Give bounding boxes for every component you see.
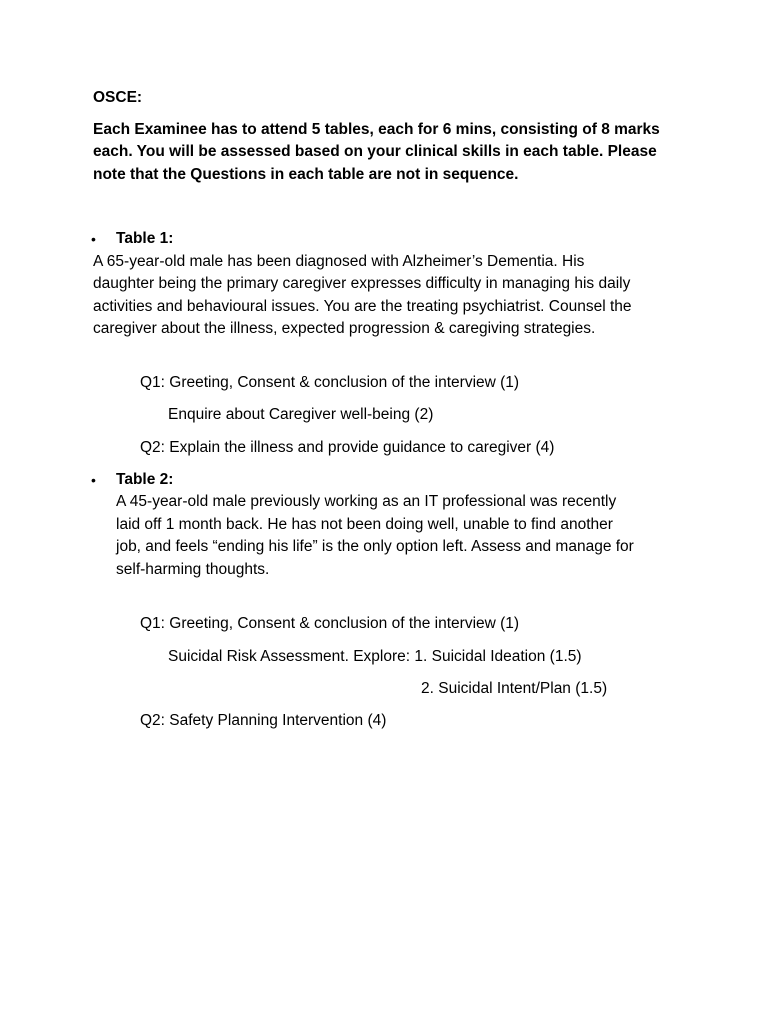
table-1-scenario-line: daughter being the primary caregiver expresses difficulty in managing his daily [93, 275, 631, 292]
table-1-scenario-line: activities and behavioural issues. You are the treating psychiatrist. Counsel the [93, 298, 632, 315]
bullet-icon: • [91, 472, 96, 488]
table-1-scenario-line: caregiver about the illness, expected progression & caregiving strategies. [93, 320, 596, 337]
table-2-question-2: Q2: Safety Planning Intervention (4) [140, 712, 387, 729]
table-1-question-1: Q1: Greeting, Consent & conclusion of the interview (1) [140, 374, 520, 391]
table-2-scenario-line: laid off 1 month back. He has not been doing well, unable to find another [116, 516, 613, 533]
heading: OSCE: [93, 89, 143, 106]
table-2-question-1: Q1: Greeting, Consent & conclusion of the interview (1) [140, 615, 520, 632]
table-2-question-1-sub-2: 2. Suicidal Intent/Plan (1.5) [421, 680, 608, 697]
table-1-question-1-sub: Enquire about Caregiver well-being (2) [168, 406, 434, 423]
table-2-title: Table 2: [116, 471, 174, 488]
bullet-icon: • [91, 231, 96, 247]
table-1-scenario-line: A 65-year-old male has been diagnosed with Alzheimer’s Dementia. His [93, 253, 585, 270]
intro-line: note that the Questions in each table are not in sequence. [93, 166, 519, 183]
table-2-scenario-line: self-harming thoughts. [116, 561, 270, 578]
table-2-scenario-line: A 45-year-old male previously working as an IT professional was recently [116, 493, 617, 510]
intro-line: each. You will be assessed based on your clinical skills in each table. Please [93, 143, 657, 160]
table-2-question-1-sub: Suicidal Risk Assessment. Explore: 1. Suicidal Ideation (1.5) [168, 648, 582, 665]
table-1-title: Table 1: [116, 230, 174, 247]
table-2-scenario-line: job, and feels “ending his life” is the only option left. Assess and manage for [116, 538, 634, 555]
intro-line: Each Examinee has to attend 5 tables, each for 6 mins, consisting of 8 marks [93, 121, 660, 138]
table-1-question-2: Q2: Explain the illness and provide guidance to caregiver (4) [140, 439, 555, 456]
